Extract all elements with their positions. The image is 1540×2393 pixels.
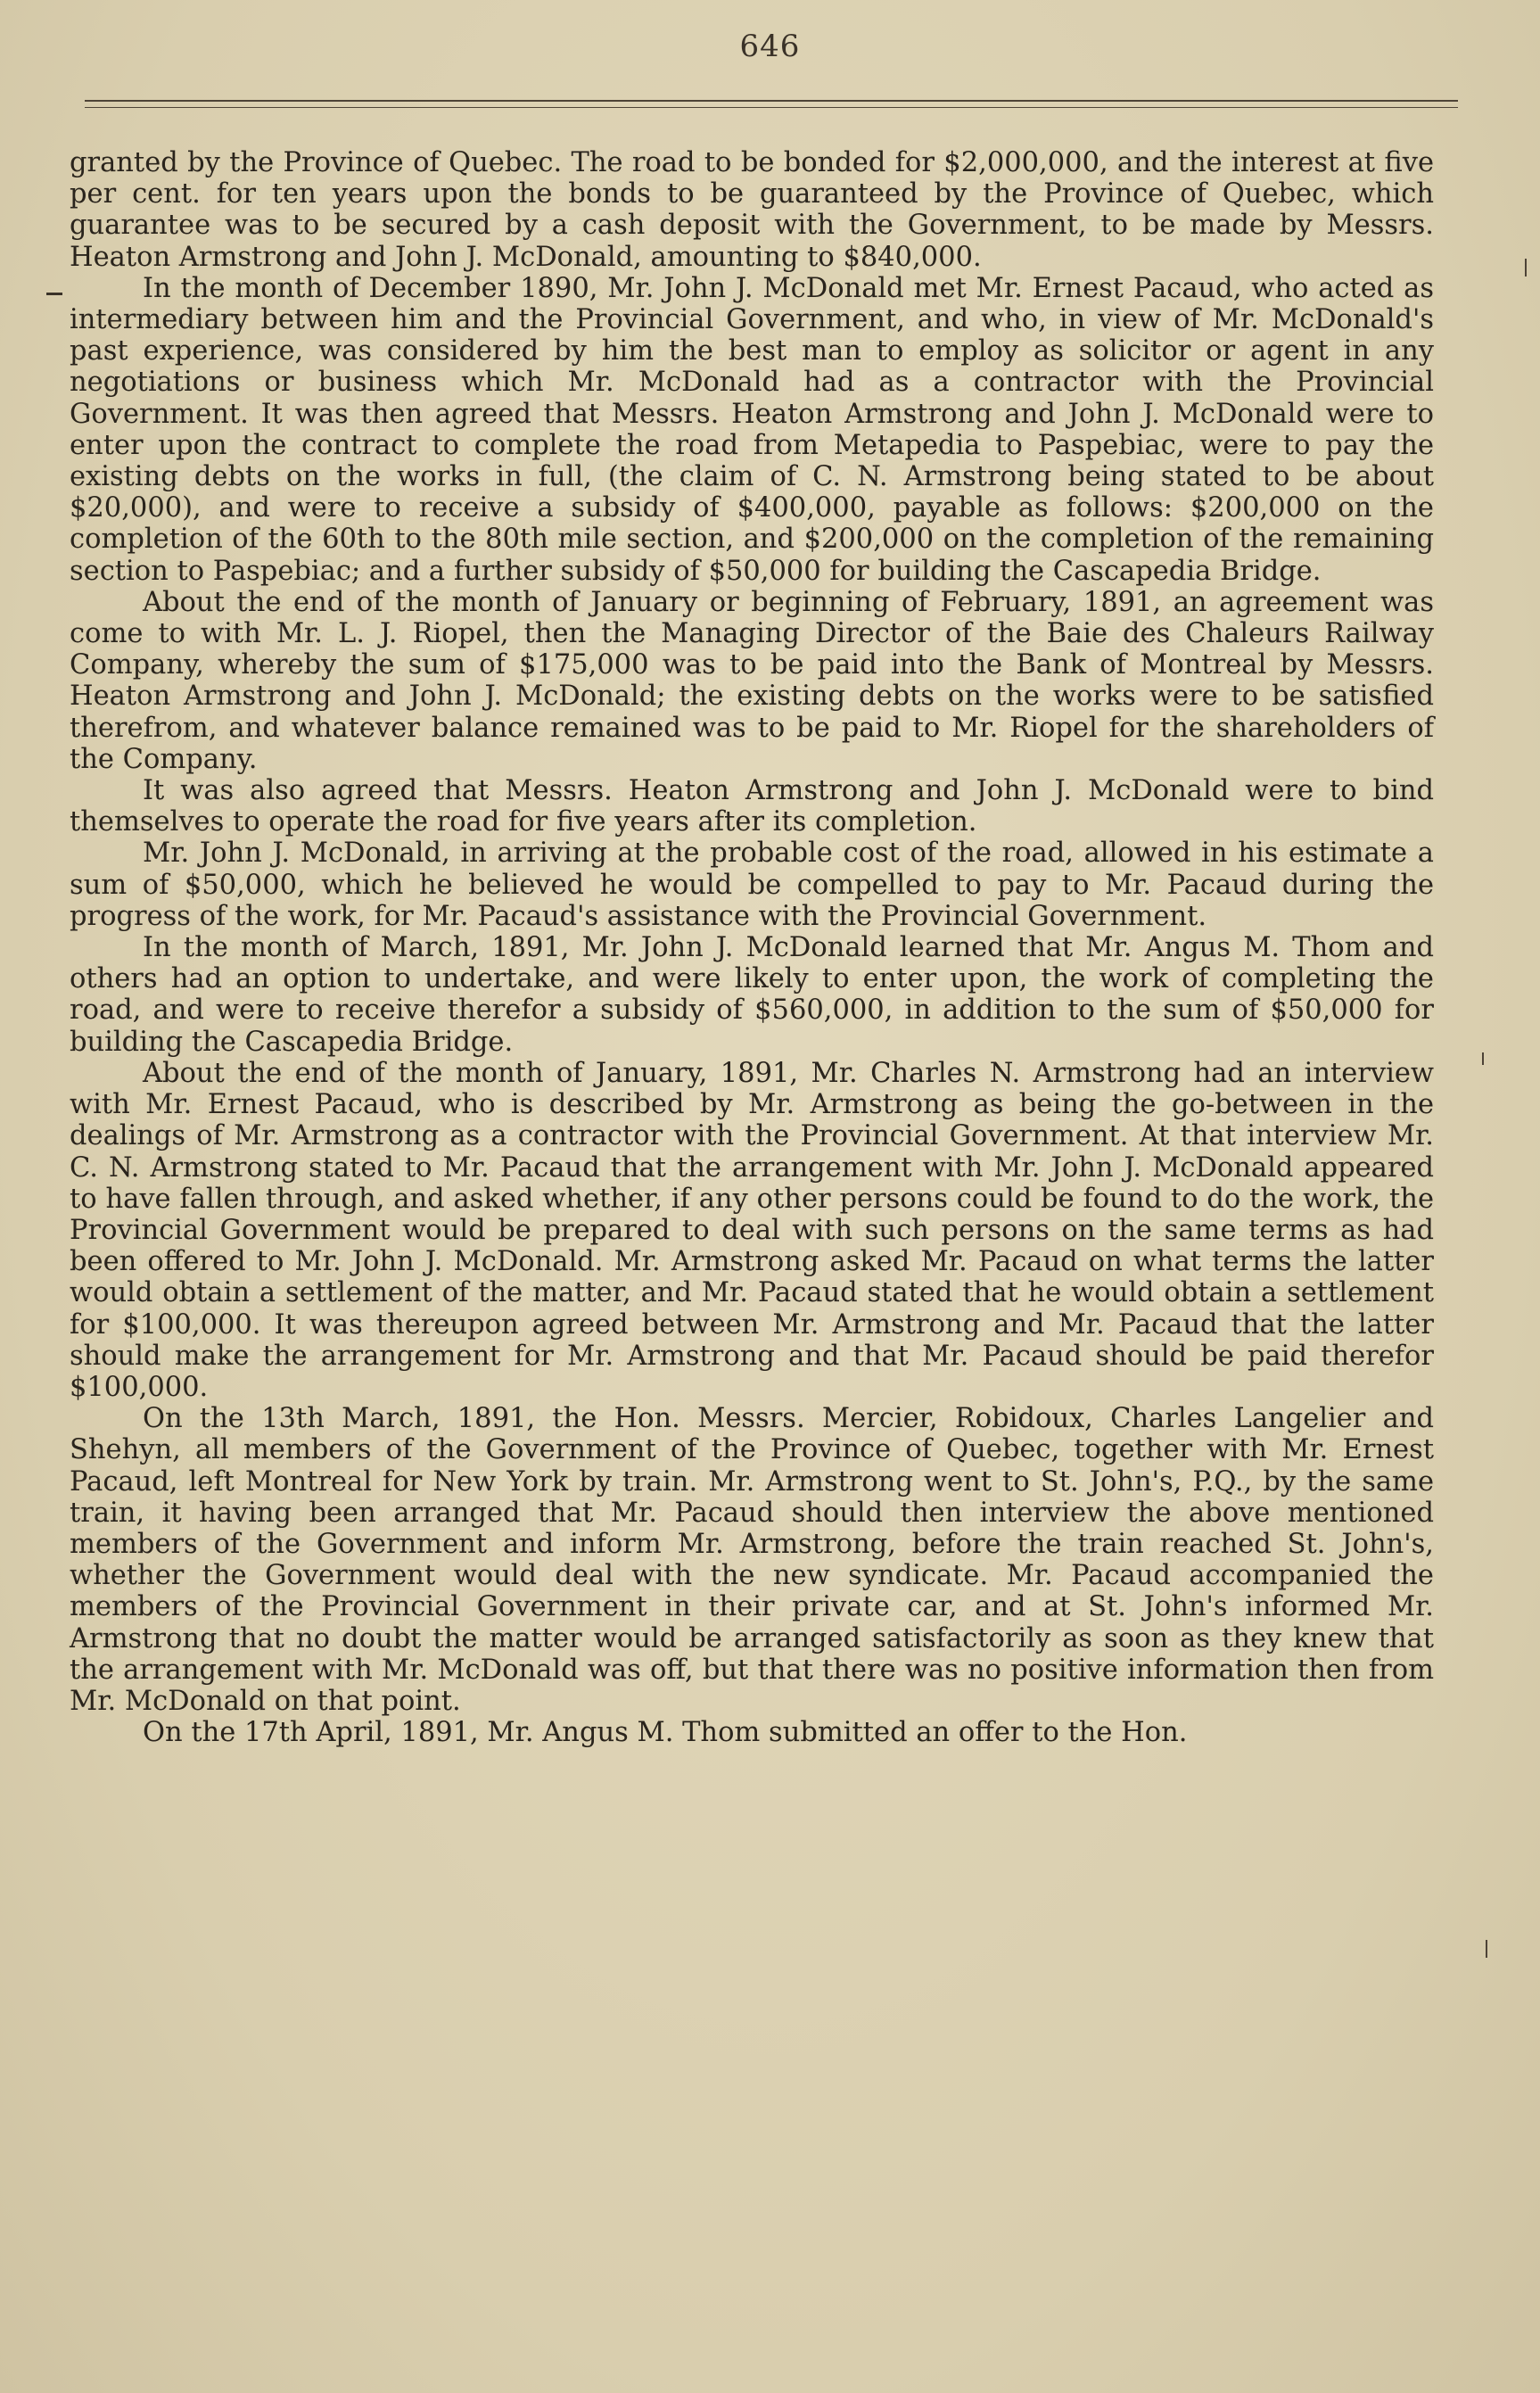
header-rule bbox=[85, 100, 1458, 102]
paragraph: About the end of the month of January or beginning of February, 1891, an agreement was come to with Mr. L. J. Riopel, then the Managing Director of the Baie des Chaleurs Railway Company, whereby the sum of $175,000 was to be paid into the Bank of Montreal by Messrs. Heaton Armstrong and John J. McDonald; the existing debts on the works were to be satisfied therefrom, and whatever balance remained was to be paid to Mr. Riopel for the shareholders of the Company. bbox=[70, 586, 1434, 775]
margin-mark bbox=[46, 293, 62, 295]
paragraph: About the end of the month of January, 1891, Mr. Charles N. Armstrong had an interview with Mr. Ernest Pacaud, who is described by Mr. Armstrong as being the go-between in the dealings of Mr. Armstrong as a contractor with the Provincial Government. At that interview Mr. C. N. Armstrong stated to Mr. Pacaud that the arrangement with Mr. John J. McDonald appeared to have fallen through, and asked whether, if any other persons could be found to do the work, the Provincial Government would be prepared to deal with such persons on the same terms as had been offered to Mr. John J. McDonald. Mr. Armstrong asked Mr. Pacaud on what terms the latter would obtain a settlement of the matter, and Mr. Pacaud stated that he would obtain a settlement for $100,000. It was thereupon agreed between Mr. Armstrong and Mr. Pacaud that the latter should make the arrangement for Mr. Armstrong and that Mr. Pacaud should be paid therefor $100,000. bbox=[70, 1057, 1434, 1403]
paragraph: It was also agreed that Messrs. Heaton Armstrong and John J. McDonald were to bind themselves to operate the road for five years after its completion. bbox=[70, 775, 1434, 838]
page-number: 646 bbox=[739, 29, 801, 64]
paragraph: In the month of March, 1891, Mr. John J. McDonald learned that Mr. Angus M. Thom and others had an option to undertake, and were likely to enter upon, the work of completing the road, and were to receive therefor a subsidy of $560,000, in addition to the sum of $50,000 for building the Cascapedia Bridge. bbox=[70, 932, 1434, 1058]
margin-mark bbox=[1486, 1940, 1487, 1958]
margin-mark bbox=[1482, 1052, 1484, 1065]
body-text bbox=[70, 147, 1434, 1748]
paragraph: On the 13th March, 1891, the Hon. Messrs. Mercier, Robidoux, Charles Langelier and Shehyn, all members of the Government of the Province of Quebec, together with Mr. Ernest Pacaud, left Montreal for New York by train. Mr. Armstrong went to St. John's, P.Q., by the same train, it having been arranged that Mr. Pacaud should then interview the above mentioned members of the Government and inform Mr. Armstrong, before the train reached St. John's, whether the Government would deal with the new syndicate. Mr. Pacaud accompanied the members of the Provincial Government in their private car, and at St. John's informed Mr. Armstrong that no doubt the matter would be arranged satisfactorily as soon as they knew that the arrangement with Mr. McDonald was off, but that there was no positive information then from Mr. McDonald on that point. bbox=[70, 1403, 1434, 1717]
header-rule-thin bbox=[85, 107, 1458, 108]
paragraph: Mr. John J. McDonald, in arriving at the probable cost of the road, allowed in his estimate a sum of $50,000, which he believed he would be compelled to pay to Mr. Pacaud during the progress of the work, for Mr. Pacaud's assistance with the Provincial Government. bbox=[70, 838, 1434, 932]
paragraph: granted by the Province of Quebec. The road to be bonded for $2,000,000, and the interest at five per cent. for ten years upon the bonds to be guaranteed by the Province of Quebec, which guarantee was to be secured by a cash deposit with the Government, to be made by Messrs. Heaton Armstrong and John J. McDonald, amounting to $840,000. bbox=[70, 147, 1434, 273]
margin-mark bbox=[1525, 259, 1527, 276]
paragraph: In the month of December 1890, Mr. John J. McDonald met Mr. Ernest Pacaud, who acted as intermediary between him and the Provincial Government, and who, in view of Mr. McDonald's past experience, was considered by him the best man to employ as solicitor or agent in any negotiations or business which Mr. McDonald had as a contractor with the Provincial Government. It was then agreed that Messrs. Heaton Armstrong and John J. McDonald were to enter upon the contract to complete the road from Metapedia to Paspebiac, were to pay the existing debts on the works in full, (the claim of C. N. Armstrong being stated to be about $20,000), and were to receive a subsidy of $400,000, payable as follows: $200,000 on the completion of the 60th to the 80th mile section, and $200,000 on the completion of the remaining section to Paspebiac; and a further subsidy of $50,000 for building the Cascapedia Bridge. bbox=[70, 272, 1434, 587]
paragraph: On the 17th April, 1891, Mr. Angus M. Thom submitted an offer to the Hon. bbox=[143, 1717, 1188, 1749]
